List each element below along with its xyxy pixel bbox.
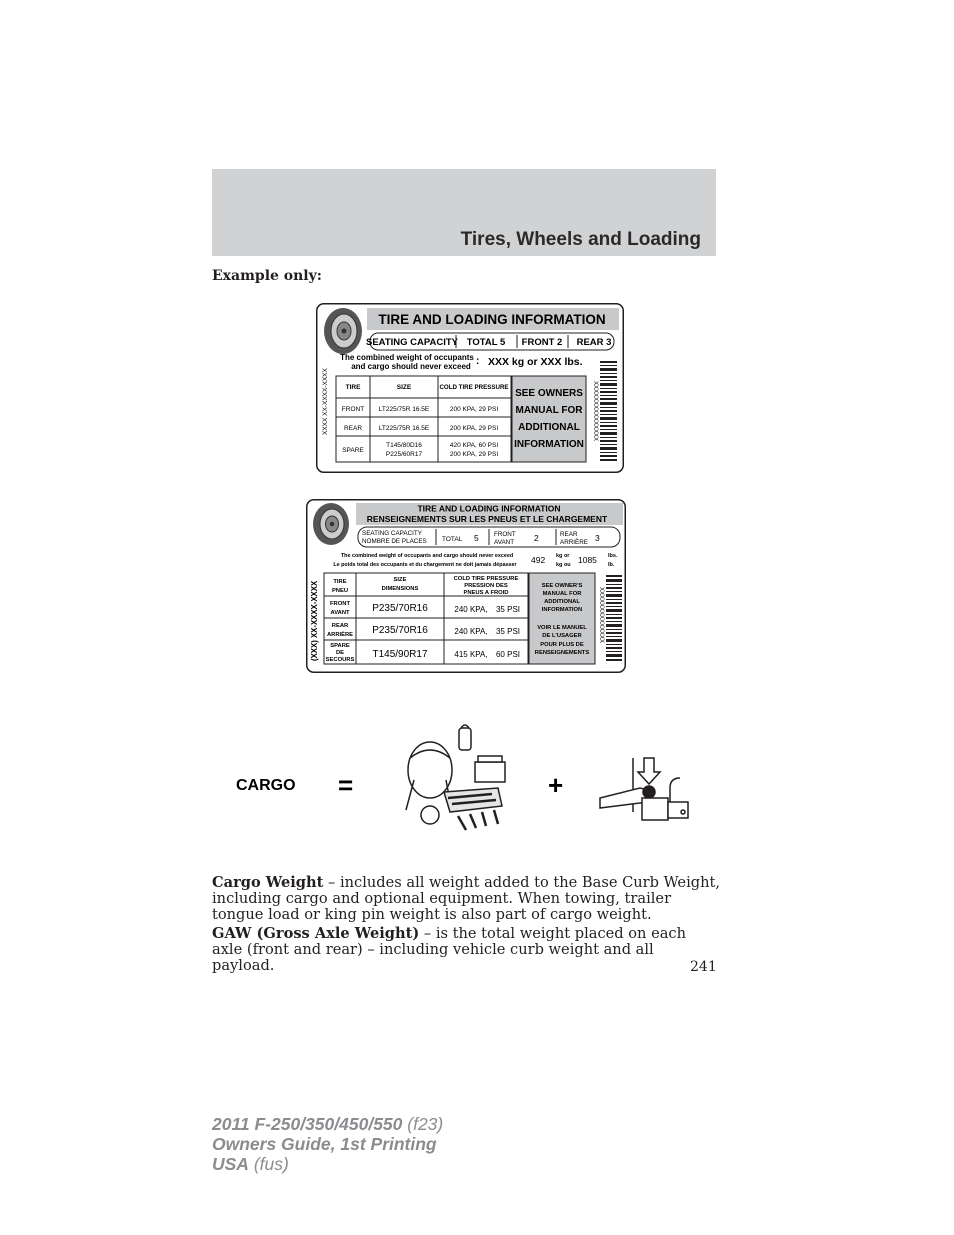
label2-side-code: (XXX) XX-XXXX-XXXX [310,580,319,661]
cargo-items-icon [406,725,505,830]
label2-spare-tire2: DE [335,650,345,656]
label1-see-owners-2: MANUAL FOR [515,405,583,416]
label2-voir-3: POUR PLUS DE [540,642,584,648]
label1-total: TOTAL 5 [466,337,506,348]
label2-lbs1: lbs. [608,553,618,559]
tire-loading-label-bilingual [306,499,626,673]
label2-col-press2: PRESSION DES [464,583,508,589]
label1-seating: SEATING CAPACITY [365,337,459,348]
label1-rear: REAR 3 [576,337,612,348]
label2-see-owners-2: MANUAL FOR [542,591,582,597]
label2-col-press3: PNEUS A FROID [463,590,509,596]
page-number: 241 [690,959,717,975]
label2-rear-tire1: REAR [331,623,349,629]
label2-voir-2: DE L'USAGER [542,633,582,639]
label2-lbs-value: 1085 [578,555,597,565]
label1-colon: : [476,356,480,367]
label2-front-psi: 35 PSI [495,605,521,614]
label2-spare-psi: 60 PSI [495,650,521,659]
label1-barcode-code: XXXXXXXXXXXXXXX [592,381,598,442]
label1-see-owners-1: SEE OWNERS [515,388,583,399]
label2-col-size2: DIMENSIONS [381,586,419,592]
cargo-weight-term: Cargo Weight [212,874,324,891]
label2-kg-value: 492 [531,555,546,565]
label1-see-owners-4: INFORMATION [514,439,584,450]
label2-rear2: ARRIÈRE [560,539,588,546]
label1-front-pressure: 200 KPA, 29 PSI [449,406,499,413]
label1-spare-size2: P225/60R17 [385,451,423,458]
label2-rear1: REAR [560,531,578,538]
label2-col-tire1: TIRE [333,579,347,585]
label2-combined-en: The combined weight of occupants and cargo should never exceed [340,553,514,559]
label2-title2: RENSEIGNEMENTS SUR LES PNEUS ET LE CHARGEMENT [366,514,608,524]
footer-line-3 [212,1154,443,1174]
label2-rear-tire2: ARRIÈRE [326,632,354,638]
footer-model: 2011 F-250/350/450/550 [212,1114,403,1134]
label2-combined-fr: Le poids total des occupants et du chargement ne doit jamais dépasser [333,562,517,568]
label2-rear-value: 3 [595,533,600,543]
footer-line-1 [212,1114,443,1134]
label1-col-pressure: COLD TIRE PRESSURE [439,384,509,391]
footer-line-2: Owners Guide, 1st Printing [212,1134,437,1154]
cargo-illustration [230,720,700,840]
label1-side-code: XXXX XX-XXXX-XXXX [322,368,329,435]
label2-barcode [606,575,622,661]
label1-spare-pressure2: 200 KPA, 29 PSI [449,451,499,458]
label1-spare-size1: T145/80D16 [386,442,422,449]
example-only-label: Example only: [212,268,322,284]
label2-title1: TIRE AND LOADING INFORMATION [417,503,561,514]
label2-voir-1: VOIR LE MANUEL [537,625,587,631]
trailer-hitch-icon [600,758,688,820]
cargo-weight-definition: – includes all weight added to the Base Curb Weight, including cargo and optional equipment. When towing, trailer tongue load or king pin weight is also part of cargo weight. [212,874,720,923]
gaw-term: GAW (Gross Axle Weight) [212,925,420,942]
footer-market: USA [212,1154,249,1174]
label1-front-tire: FRONT [341,406,365,413]
label2-col-size1: SIZE [393,577,407,583]
label2-total-value: 5 [474,533,479,543]
label2-kg-ou: kg ou [556,562,571,568]
label2-rear-psi: 35 PSI [495,627,521,636]
tire-loading-label-english [316,303,624,473]
label2-spare-tire3: SECOURS [325,657,355,663]
cargo-label: CARGO [236,777,296,794]
label2-front-size: P235/70R16 [372,603,428,614]
label2-spare-kpa: 415 KPA, [454,650,488,659]
gaw-paragraph [212,926,720,974]
label2-voir-4: RENSEIGNEMENTS [534,650,590,656]
label2-seating2: NOMBRE DE PLACES [362,538,427,545]
footer-model-code: (f23) [402,1114,444,1134]
label2-lbs2: lb. [608,562,615,568]
label1-col-tire: TIRE [345,384,361,391]
label2-see-owners-1: SEE OWNER'S [541,583,583,589]
footer-market-code: (fus) [248,1154,289,1174]
label2-rear-size: P235/70R16 [372,625,428,636]
label2-front-tire1: FRONT [330,601,350,607]
label2-kg-or: kg or [556,553,570,559]
plus-sign: + [548,770,564,800]
label2-see-owners-3: ADDITIONAL [544,599,580,605]
tire-icon [313,503,349,545]
equals-sign: = [338,770,354,800]
label1-combined-line1: The combined weight of occupants [340,353,474,362]
section-header [212,169,716,256]
tire-icon [324,308,362,354]
label2-seating1: SEATING CAPACITY [362,530,422,537]
label2-spare-size: T145/90R17 [372,649,428,660]
label1-col-size: SIZE [396,384,412,391]
label2-total-label: TOTAL [442,536,463,543]
label2-spare-tire1: SPARE [330,643,350,649]
gaw-definition: – is the total weight placed on each axle (front and rear) – including vehicle curb weight and all payload. [212,925,686,974]
label2-front-tire2: AVANT [330,610,350,616]
label1-spare-pressure1: 420 KPA, 60 PSI [449,442,499,449]
label1-weight: XXX kg or XXX lbs. [488,356,583,368]
label2-rear-kpa: 240 KPA, [454,627,488,636]
label1-see-owners-3: ADDITIONAL [518,422,580,433]
label2-front1: FRONT [494,531,516,538]
label1-front: FRONT 2 [521,337,563,348]
label1-combined-line2: and cargo should never exceed [351,362,471,371]
label1-title: TIRE AND LOADING INFORMATION [378,312,606,327]
cargo-weight-paragraph [212,875,720,923]
label2-front-value: 2 [534,533,539,543]
label1-spare-tire: SPARE [342,447,364,454]
document-footer [212,1114,443,1174]
label1-rear-size: LT225/75R 16.5E [378,425,430,432]
label1-rear-pressure: 200 KPA, 29 PSI [449,425,499,432]
label2-col-tire2: PNEU [331,588,349,594]
label2-front-kpa: 240 KPA, [454,605,488,614]
label2-col-press1: COLD TIRE PRESSURE [453,576,519,582]
label1-rear-tire: REAR [343,425,363,432]
label1-front-size: LT225/75R 16.5E [378,406,430,413]
label2-front2: AVANT [494,539,515,546]
section-title: Tires, Wheels and Loading [460,229,701,250]
label2-see-owners-4: INFORMATION [541,607,583,613]
label2-barcode-code: XXXXXXXXXXXXXX [598,587,604,644]
